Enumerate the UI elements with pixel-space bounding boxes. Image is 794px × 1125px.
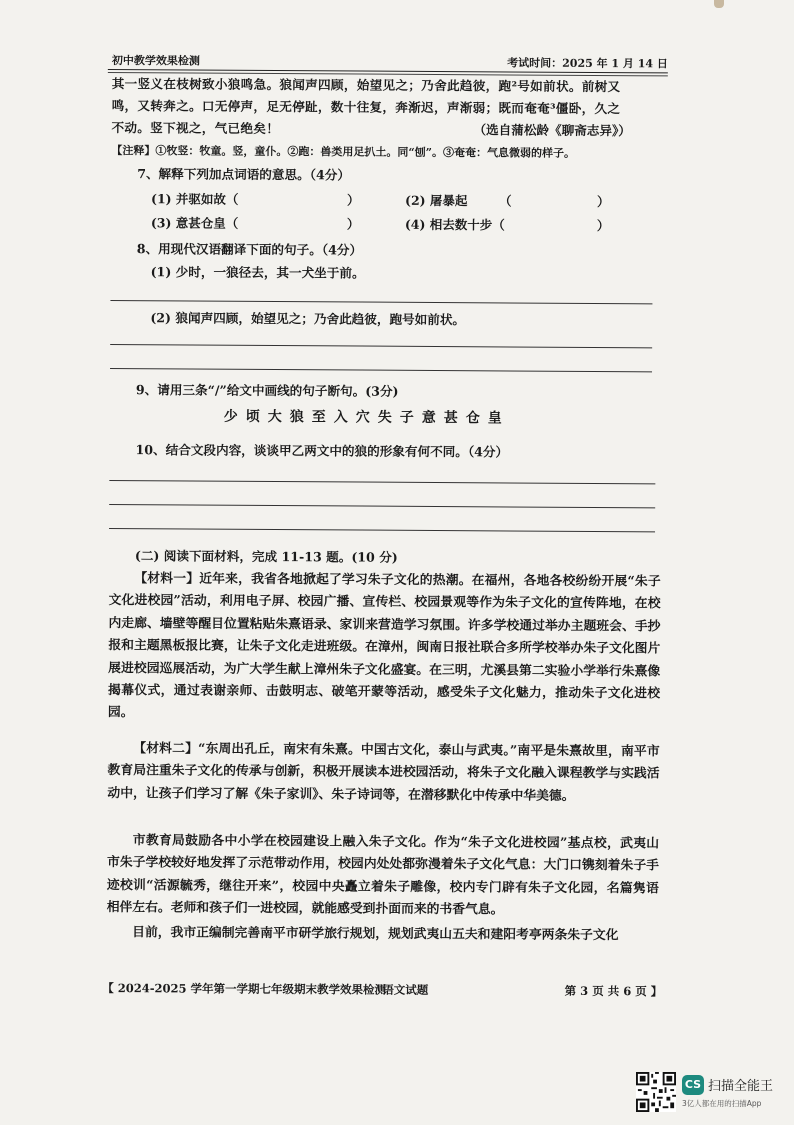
q8-title: 8、用现代汉语翻译下面的句子。（4分） bbox=[136, 241, 363, 258]
q7-item-1 bbox=[151, 189, 238, 208]
watermark-title: 扫描全能王 bbox=[708, 1079, 774, 1094]
q7-item-2-open: （ bbox=[499, 193, 512, 209]
q9-title: 9、请用三条“/”给文中画线的句子断句。(3分) bbox=[135, 382, 399, 399]
camscanner-logo-icon: CS bbox=[682, 1075, 704, 1095]
passage-line-2: 鸣，又转奔之。口无停声，足无停趾，数十往复，奔渐迟，声渐弱；既而奄奄³僵卧，久之 bbox=[111, 98, 621, 117]
q7-item-4-label: (4) 相去数十步（ bbox=[404, 216, 505, 233]
q7-item-2-label: (2) 屠暴起 bbox=[405, 192, 468, 209]
q10-title: 10、结合文段内容，谈谈甲乙两文中的狼的形象有何不同。（4分） bbox=[135, 442, 509, 460]
q7-item-4-close: ） bbox=[596, 217, 610, 234]
q8-sentence-1: (1) 少时，一狼径去，其一犬坐于前。 bbox=[150, 264, 365, 281]
q10-answer-line-3[interactable] bbox=[109, 528, 655, 532]
q8-answer-line-2[interactable] bbox=[110, 344, 652, 348]
exam-date: 考试时间：2025 年 1 月 14 日 bbox=[507, 56, 668, 71]
passage-line-3: 不动。竖下视之，气已绝矣！ bbox=[111, 120, 280, 137]
scanner-watermark bbox=[636, 1072, 786, 1116]
passage-source: （选自蒲松龄《聊斋志异》） bbox=[473, 122, 631, 139]
q10-answer-line-2[interactable] bbox=[109, 504, 655, 508]
q7-item-2-close: ） bbox=[597, 193, 610, 210]
q8-answer-line-3[interactable] bbox=[110, 368, 652, 372]
material-2-para-3: 目前，我市正编制完善南平市研学旅行规划，规划武夷山五夫和建阳考亭两条朱子文化 bbox=[132, 925, 619, 944]
page-corner-mark bbox=[714, 0, 724, 8]
section-2-title: (二) 阅读下面材料，完成 11-13 题。(10 分) bbox=[134, 548, 398, 565]
header-left: 初中教学效果检测 bbox=[111, 54, 200, 68]
material-1: 【材料一】近年来，我省各地掀起了学习朱子文化的热潮。在福州，各地各校纷纷开展“朱子文化进校园”活动，利用电子屏、校园广播、宣传栏、校园景观等作为朱子文化的宣传阵地，在校内走廊、墙壁等醒目位置粘贴朱熹语录、家训来营造学习氛围。许多学校通过举办主题班会、手抄报和主题黑板报比赛，让朱子文化走进班级。在漳州，闽南日报社联合多所学校举办朱子文化图片展进校园巡展活动，为广大学生献上漳州朱子文化盛宴。在三明，尤溪县第二实验小学举行朱熹像揭幕仪式，通过表谢亲师、击鼓明志、破笔开蒙等活动，感受朱子文化魅力，推动朱子文化进校园。 bbox=[107, 571, 661, 721]
q10-answer-line-1[interactable] bbox=[109, 480, 655, 484]
q7-item-3-label: (3) 意甚仓皇（ bbox=[150, 215, 239, 231]
page-footer bbox=[102, 980, 663, 999]
footer-subject: 语文试题 bbox=[382, 982, 429, 997]
material-2: 【材料二】“东周出孔丘，南宋有朱熹。中国古文化，泰山与武夷。”南平是朱熹故里，南平市教育局注重朱子文化的传承与创新，积极开展读本进校园活动，将朱子文化融入课程教学与实践活动中，让孩子们学习了解《朱子家训》、朱子诗词等，在潜移默化中传承中华美德。 bbox=[107, 741, 660, 804]
q7-item-1-close: ） bbox=[347, 192, 360, 208]
q8-sentence-2: (2) 狼闻声四顾，始望见之；乃舍此趋彼，跑号如前状。 bbox=[150, 310, 466, 328]
q8-answer-line-1[interactable] bbox=[110, 300, 652, 304]
passage-line-1: 其一竖义在枝树致小狼鸣急。狼闻声四顾，始望见之；乃舍此趋彼，跑²号如前状。前树又 bbox=[111, 76, 621, 95]
passage-note: 【注释】①牧竖：牧童。竖，童仆。②跑：兽类用足扒土。同“刨”。③奄奄：气息微弱的样子。 bbox=[111, 144, 576, 160]
page-header bbox=[111, 52, 668, 71]
material-2-para-2: 市教育局鼓励各中小学在校园建设上融入朱子文化。作为“朱子文化进校园”基点校，武夷山市朱子学校较好地发挥了示范带动作用，校园内处处都弥漫着朱子文化气息：大门口镌刻着朱子手迹校训“活源毓秀，继往开来”，校园中央矗立着朱子雕像，校内专门辟有朱子文化园，名篇隽语相伴左右。老师和孩子们一进校园，就能感受到扑面而来的书香气息。 bbox=[106, 833, 660, 918]
q7-item-1-label: (1) 并驱如故（ bbox=[151, 191, 239, 207]
watermark-subtitle: 3亿人都在用的扫描App bbox=[682, 1099, 762, 1108]
q9-sentence: 少顷大狼至入穴失子意甚仓皇 bbox=[223, 408, 510, 427]
exam-page bbox=[102, 46, 668, 1009]
qr-code-icon bbox=[636, 1072, 676, 1112]
footer-exam-name: 【 2024-2025 学年第一学期七年级期末教学效果检测 bbox=[102, 980, 387, 997]
q7-title: 7、解释下列加点词语的意思。（4分） bbox=[137, 166, 350, 183]
q7-item-3-close: ） bbox=[346, 216, 360, 232]
footer-page-number: 第 3 页 共 6 页 】 bbox=[564, 983, 663, 999]
